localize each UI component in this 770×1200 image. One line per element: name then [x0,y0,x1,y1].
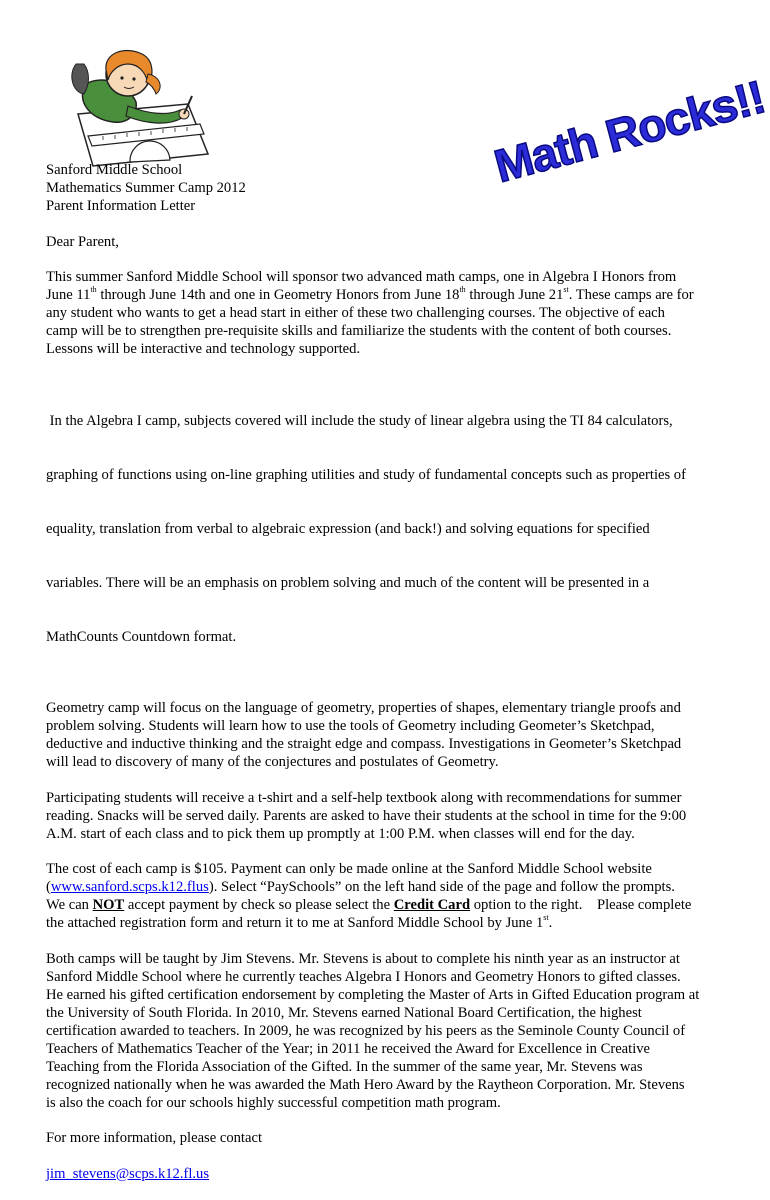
wordart-text: Math Rocks!! [488,70,770,193]
paragraph-algebra: In the Algebra I camp, subjects covered will include the study of linear algebra using the TI 84 calculators, graphing of functions using on-line graphing utilities and study of fundamental concepts such as properties of equality, translation from verbal to algebraic expression (and back!) and solving equations for specified variables. There will be an emphasis on problem solving and much of the content will be presented in a MathCounts Countdown format. [46,412,686,645]
math-rocks-wordart [470,40,770,193]
paragraph-intro: This summer Sanford Middle School will sponsor two advanced math camps, one in Algebra I Honors from June 11th through June 14th and one in Geometry Honors from June 18th through June 21st. These camps are for any student who wants to get a head start in either of these two challenging courses. The objective of each camp will be to strengthen pre-requisite skills and familiarize the students with the content of both courses. Lessons will be interactive and technology supported. [46,269,694,357]
contact-email-line [46,1165,736,1183]
paragraph-logistics: Participating students will receive a t-shirt and a self-help textbook along with recommendations for summer reading. Snacks will be served daily. Parents are asked to have their students at the school in time for the 9:00 A.M. start of each class and to pick them up promptly at 1:00 P.M. when classes will end for the day. [46,789,687,842]
student-drawing-clipart [68,44,218,172]
credit-card-emphasis: Credit Card [393,897,471,913]
letter-body [46,161,736,1200]
contact-prompt: For more information, please contact [46,1130,262,1146]
school-name: Sanford Middle School [46,162,183,178]
paragraph-instructor: Both camps will be taught by Jim Stevens. Mr. Stevens is about to complete his ninth year as an instructor at Sanford Middle School where he currently teaches Algebra I Honors and Geometry Honors to gifted classes. He earned his gifted certification endorsement by completing the Master of Arts in Gifted Education program at the University of South Florida. In 2010, Mr. Stevens earned National Board Certification, the highest certification awarded to teachers. In 2009, he was recognized by his peers as the Seminole County Council of Teachers of Mathematics Teacher of the Year; in 2011 he received the Award for Excellence in Creative Teaching from the Florida Association of the Gifted. In the summer of the same year, Mr. Stevens was recognized nationally when he was awarded the Math Hero Award by the Raytheon Corporation. Mr. Stevens is also the coach for our schools highly successful competition math program. [46,950,700,1111]
greeting: Dear Parent, [46,233,119,250]
school-website-link[interactable]: www.sanford.scps.k12.flus [50,879,209,895]
paragraph-geometry: Geometry camp will focus on the language of geometry, properties of shapes, elementary triangle proofs and problem solving. Students will learn how to use the tools of Geometry including Geometer’s Sketchpad, deductive and inductive thinking and the straight edge and compass. Investigations in Geometer’s Sketchpad will lead to discovery of many of the conjectures and postulates of Geometry. [46,700,682,770]
camp-title: Mathematics Summer Camp 2012 [46,180,246,196]
letter-header [46,161,736,215]
not-emphasis: NOT [92,897,125,913]
paragraph-payment: The cost of each camp is $105. Payment can only be made online at the Sanford Middle School website (www.sanford.scps.k12.flus). Select “PaySchools” on the left hand side of the page and follow the prompts. We can NOT accept payment by check so please select the Credit Card option to the right. Please complete the attached registration form and return it to me at Sanford Middle School by June 1st. [46,861,692,931]
document-type: Parent Information Letter [46,198,196,214]
contact-email-link[interactable]: jim_stevens@scps.k12.fl.us [46,1165,210,1182]
